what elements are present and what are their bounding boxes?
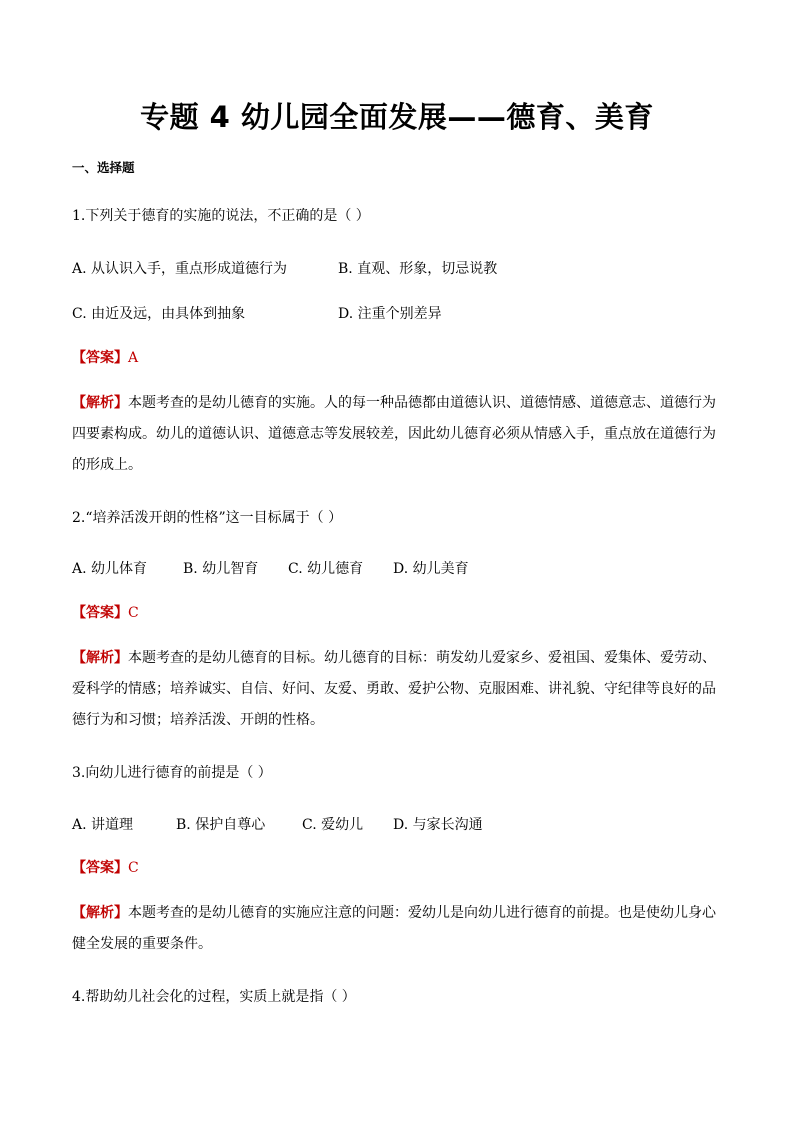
page-title: 专题 4 幼儿园全面发展——德育、美育 <box>140 100 654 134</box>
question-1-answer <box>72 347 138 367</box>
question-1-option-d: D. 注重个别差异 <box>338 306 442 322</box>
answer-value: C <box>128 860 139 876</box>
question-2-option-a: A. 幼儿体育 <box>72 561 148 577</box>
question-3-option-b: B. 保护自尊心 <box>176 817 266 833</box>
answer-value: C <box>128 605 139 621</box>
question-3-analysis <box>72 898 728 960</box>
answer-tag: 【答案】 <box>72 605 128 621</box>
analysis-text: 本题考查的是幼儿德育的目标。幼儿德育的目标：萌发幼儿爱家乡、爱祖国、爱集体、爱劳动、爱科学的情感；培养诚实、自信、好问、友爱、勇敢、爱护公物、克服困难、讲礼貌、守纪律等良好的品德行为和习惯；培养活泼、开朗的性格。 <box>72 650 716 728</box>
question-3-option-d: D. 与家长沟通 <box>393 817 483 833</box>
answer-value: A <box>128 350 139 366</box>
question-4-stem: 4.帮助幼儿社会化的过程，实质上就是指（ ） <box>72 989 356 1005</box>
section-heading: 一、选择题 <box>72 160 135 175</box>
question-3-option-a: A. 讲道理 <box>72 817 134 833</box>
analysis-text: 本题考查的是幼儿德育的实施应注意的问题：爱幼儿是向幼儿进行德育的前提。也是使幼儿身心健全发展的重要条件。 <box>72 905 716 952</box>
answer-tag: 【答案】 <box>72 860 128 876</box>
answer-tag: 【答案】 <box>72 350 128 366</box>
question-2-answer <box>72 602 139 622</box>
question-1-option-b: B. 直观、形象，切忌说教 <box>338 261 498 277</box>
question-1-stem: 1.下列关于德育的实施的说法，不正确的是（ ） <box>72 208 370 224</box>
question-3-stem: 3.向幼儿进行德育的前提是（ ） <box>72 765 272 781</box>
analysis-tag: 【解析】 <box>72 395 128 411</box>
question-2-option-c: C. 幼儿德育 <box>288 561 364 577</box>
question-3-answer <box>72 857 139 877</box>
question-3-option-c: C. 爱幼儿 <box>302 817 364 833</box>
question-1-analysis <box>72 388 728 481</box>
question-2-stem: 2.“培养活泼开朗的性格”这一目标属于（ ） <box>72 510 343 526</box>
question-2-option-d: D. 幼儿美育 <box>393 561 469 577</box>
analysis-tag: 【解析】 <box>72 650 128 666</box>
question-1-option-a: A. 从认识入手，重点形成道德行为 <box>72 261 288 277</box>
analysis-text: 本题考查的是幼儿德育的实施。人的每一种品德都由道德认识、道德情感、道德意志、道德行为四要素构成。幼儿的道德认识、道德意志等发展较差，因此幼儿德育必须从情感入手，重点放在道德行为的形成上。 <box>72 395 716 473</box>
question-1-option-c: C. 由近及远，由具体到抽象 <box>72 306 246 322</box>
question-2-analysis <box>72 643 728 736</box>
question-2-option-b: B. 幼儿智育 <box>183 561 259 577</box>
analysis-tag: 【解析】 <box>72 905 128 921</box>
